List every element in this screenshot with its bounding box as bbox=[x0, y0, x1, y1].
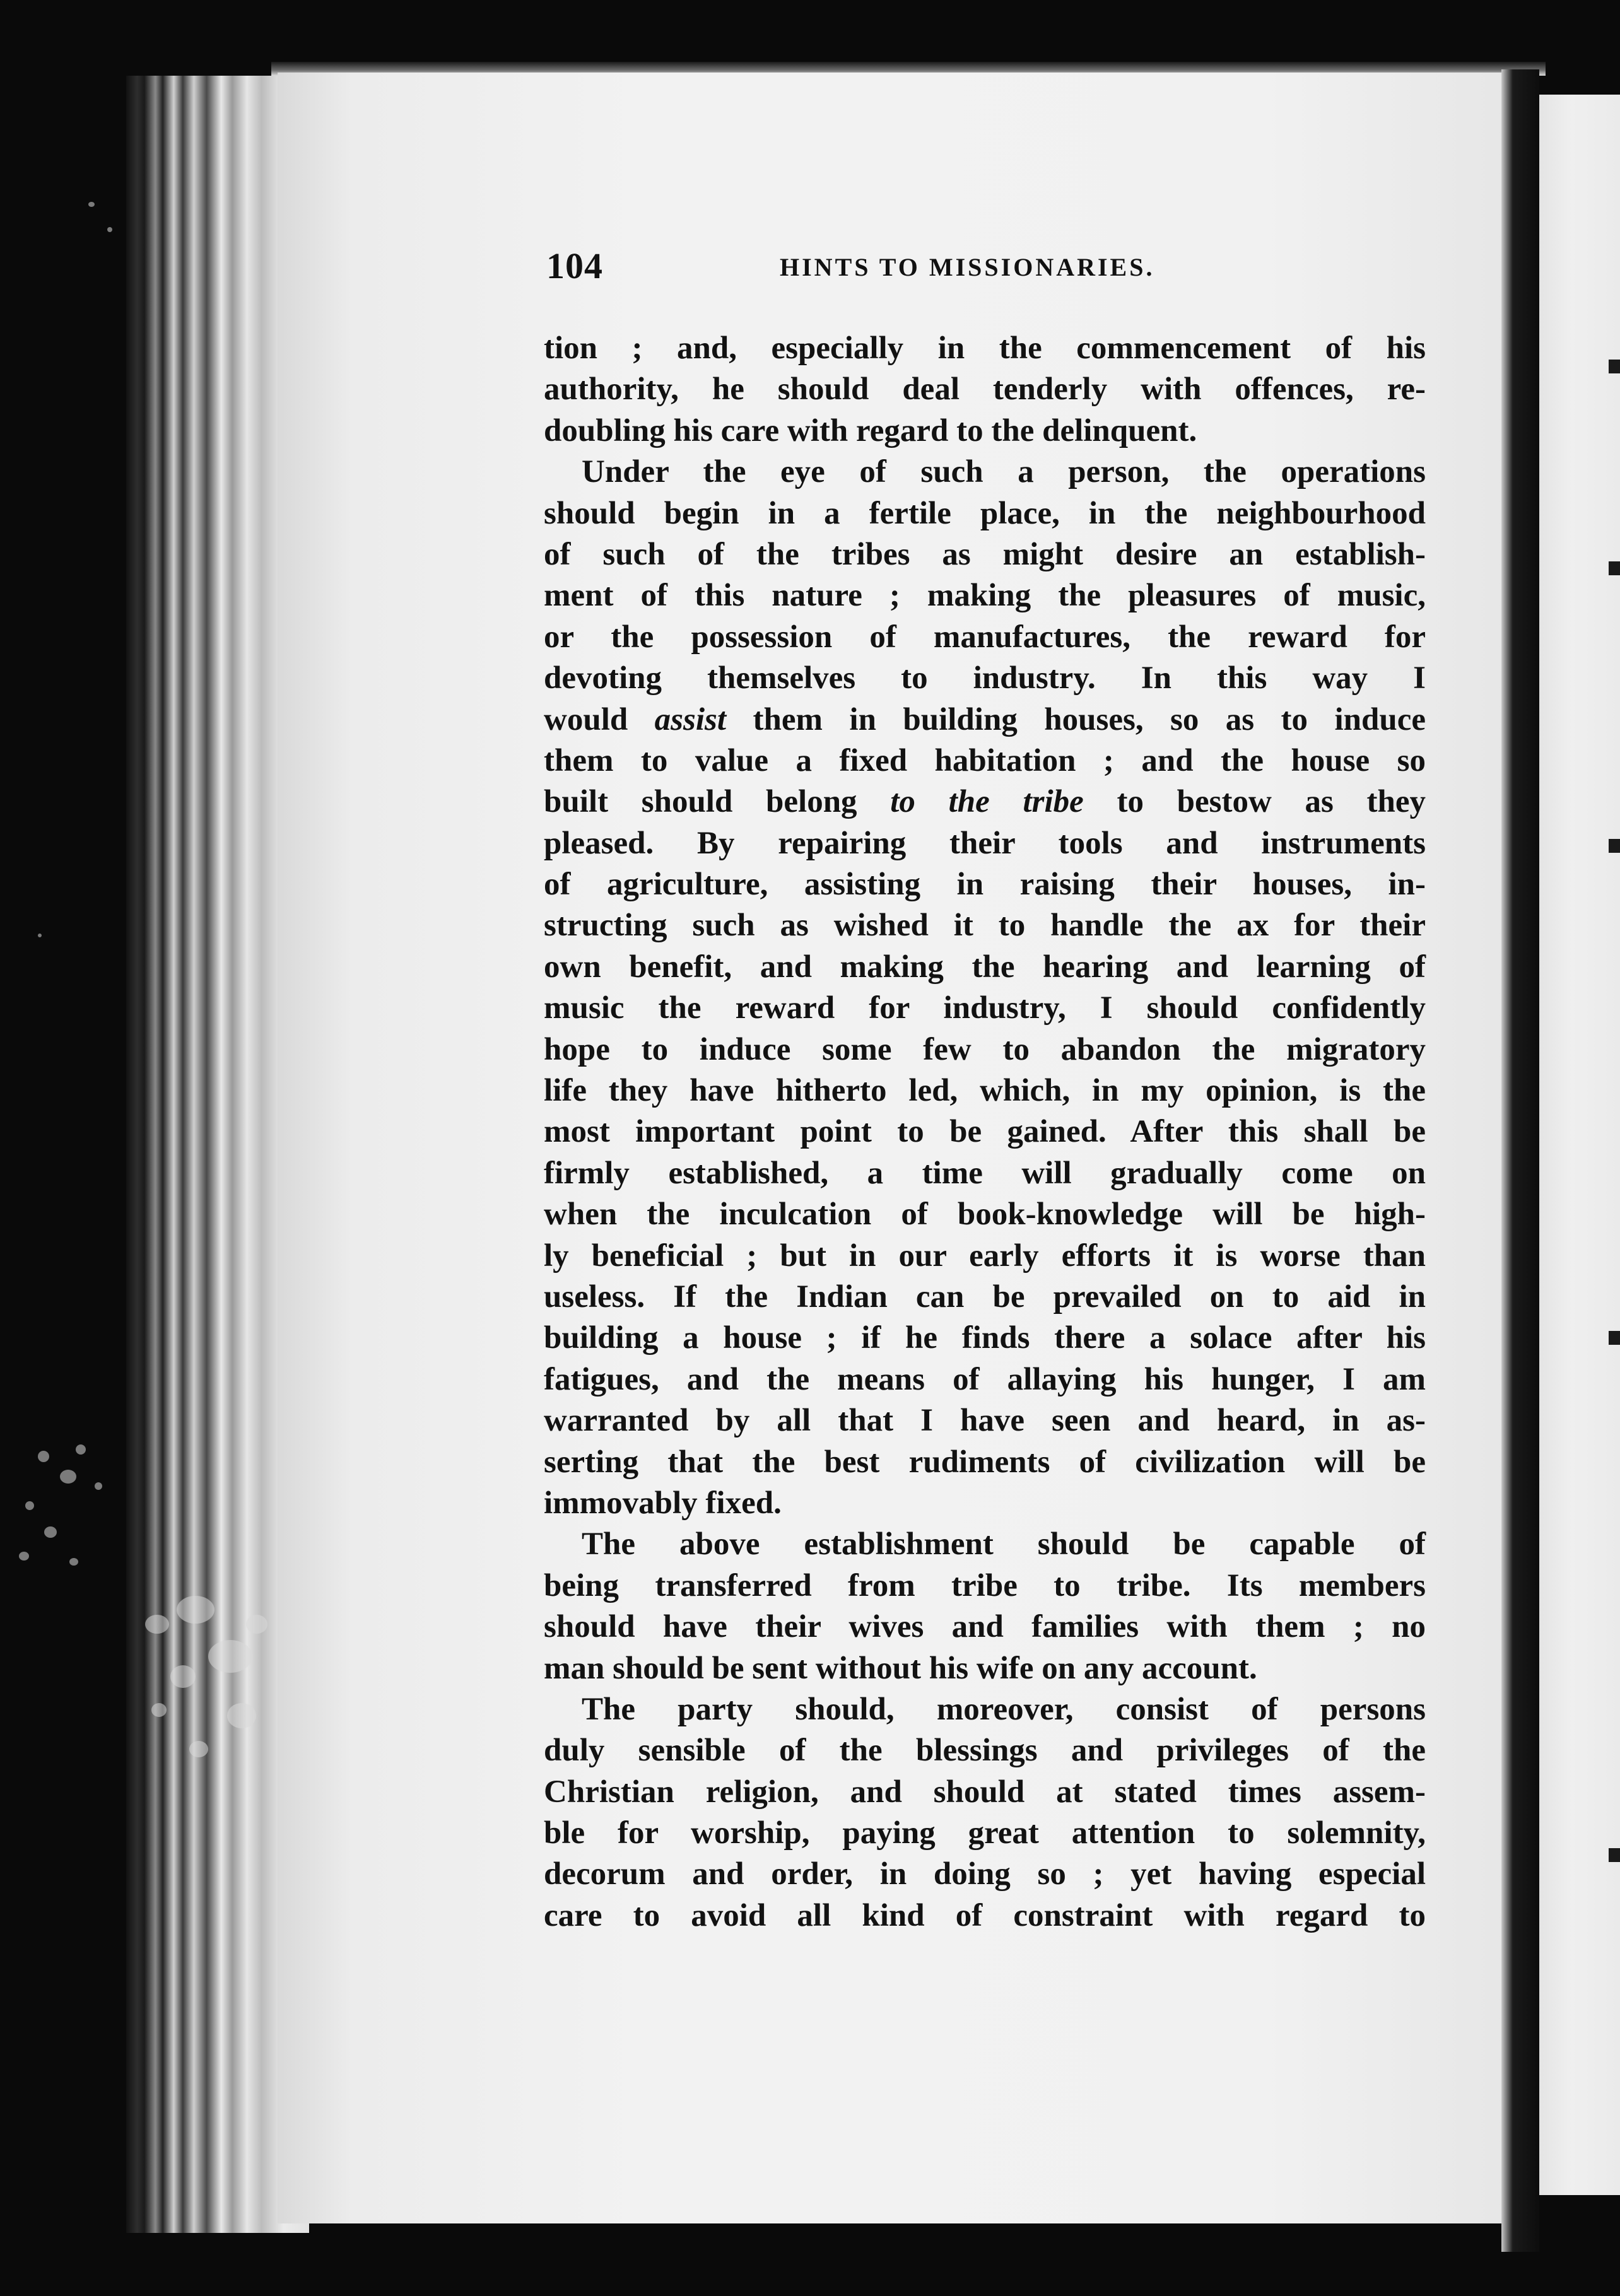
text-line: ble for worship, paying great attention to solemnity, bbox=[544, 1815, 1426, 1851]
facing-page-glyph bbox=[1609, 360, 1620, 373]
facing-page-glyph bbox=[1609, 1848, 1620, 1862]
text-line: decorum and order, in doing so ; yet having especial bbox=[544, 1856, 1426, 1892]
page-number: 104 bbox=[546, 245, 603, 286]
text-line: hope to induce some few to abandon the migratory bbox=[544, 1031, 1426, 1067]
scan-speckle bbox=[38, 1451, 49, 1462]
text-line: serting that the best rudiments of civilization will be bbox=[544, 1444, 1426, 1480]
scan-speckle bbox=[227, 1703, 256, 1728]
scan-speckle bbox=[177, 1596, 214, 1624]
text-line: when the inculcation of book-knowledge will be high- bbox=[544, 1197, 1426, 1233]
page-gutter-shadow bbox=[1501, 69, 1539, 2252]
scan-speckle bbox=[76, 1444, 86, 1455]
scan-speckle bbox=[38, 934, 42, 937]
scan-speckle bbox=[208, 1640, 252, 1673]
scan-speckle bbox=[60, 1470, 76, 1484]
text-line: Christian religion, and should at stated times assem- bbox=[544, 1774, 1426, 1810]
text-line: own benefit, and making the hearing and learning of bbox=[544, 949, 1426, 985]
scan-speckle bbox=[88, 202, 95, 207]
text-line: pleased. By repairing their tools and instruments bbox=[544, 825, 1426, 861]
scan-speckle bbox=[19, 1552, 29, 1561]
text-line: The party should, moreover, consist of persons bbox=[582, 1691, 1426, 1727]
text-line: Under the eye of such a person, the operations bbox=[582, 454, 1426, 490]
scan-speckle bbox=[44, 1526, 57, 1538]
text-line: structing such as wished it to handle the ax for their bbox=[544, 908, 1426, 944]
scan-speckle bbox=[246, 1615, 267, 1634]
text-line: music the reward for industry, I should confidently bbox=[544, 990, 1426, 1026]
text-line: would assist them in building houses, so as to induce bbox=[544, 701, 1426, 737]
text-line: should begin in a fertile place, in the neighbourhood bbox=[544, 495, 1426, 531]
body-text bbox=[544, 328, 1426, 1936]
text-line: fatigues, and the means of allaying his hunger, I am bbox=[544, 1361, 1426, 1397]
text-line: ment of this nature ; making the pleasures of music, bbox=[544, 578, 1426, 614]
text-line: firmly established, a time will gradually come on bbox=[544, 1155, 1426, 1191]
text-line: ly beneficial ; but in our early efforts it is worse than bbox=[544, 1238, 1426, 1274]
text-line: or the possession of manufactures, the reward for bbox=[544, 619, 1426, 655]
text-line: built should belong to the tribe to bestow as they bbox=[544, 784, 1426, 820]
scan-speckle bbox=[170, 1665, 196, 1688]
text-line: care to avoid all kind of constraint with regard to bbox=[544, 1897, 1426, 1933]
facing-page-glyph bbox=[1609, 1331, 1620, 1345]
scan-speckle bbox=[69, 1558, 78, 1566]
text-line: should have their wives and families with them ; no bbox=[544, 1609, 1426, 1645]
running-title: HINTS TO MISSIONARIES. bbox=[780, 253, 1155, 281]
text-line: devoting themselves to industry. In this way I bbox=[544, 660, 1426, 696]
text-line: duly sensible of the blessings and privileges of the bbox=[544, 1733, 1426, 1769]
text-line: being transferred from tribe to tribe. Its members bbox=[544, 1567, 1426, 1603]
facing-page-edge bbox=[1539, 95, 1620, 2195]
text-line: man should be sent without his wife on any account. bbox=[544, 1650, 1257, 1686]
text-line: life they have hitherto led, which, in my opinion, is the bbox=[544, 1073, 1426, 1109]
text-line: doubling his care with regard to the delinquent. bbox=[544, 413, 1197, 448]
scan-speckle bbox=[25, 1501, 34, 1510]
text-line: most important point to be gained. After this shall be bbox=[544, 1114, 1426, 1150]
text-line: of agriculture, assisting in raising their houses, in- bbox=[544, 867, 1426, 903]
facing-page-glyph bbox=[1609, 561, 1620, 575]
text-line: warranted by all that I have seen and heard, in as- bbox=[544, 1403, 1426, 1439]
text-line: immovably fixed. bbox=[544, 1485, 782, 1521]
text-line: The above establishment should be capable of bbox=[582, 1526, 1426, 1562]
scan-speckle bbox=[145, 1615, 169, 1634]
scan-speckle bbox=[189, 1741, 208, 1757]
running-head bbox=[546, 245, 1417, 295]
facing-page-glyph bbox=[1609, 839, 1620, 853]
scan-speckle bbox=[95, 1482, 102, 1490]
text-line: them to value a fixed habitation ; and the house so bbox=[544, 742, 1426, 778]
text-line: of such of the tribes as might desire an establish- bbox=[544, 536, 1426, 572]
text-line: tion ; and, especially in the commencement of his bbox=[544, 331, 1426, 366]
scan-speckle bbox=[151, 1703, 167, 1717]
text-line: authority, he should deal tenderly with offences, re- bbox=[544, 372, 1426, 407]
text-line: building a house ; if he finds there a solace after his bbox=[544, 1320, 1426, 1356]
scan-speckle bbox=[107, 227, 112, 232]
text-line: useless. If the Indian can be prevailed on to aid in bbox=[544, 1279, 1426, 1315]
